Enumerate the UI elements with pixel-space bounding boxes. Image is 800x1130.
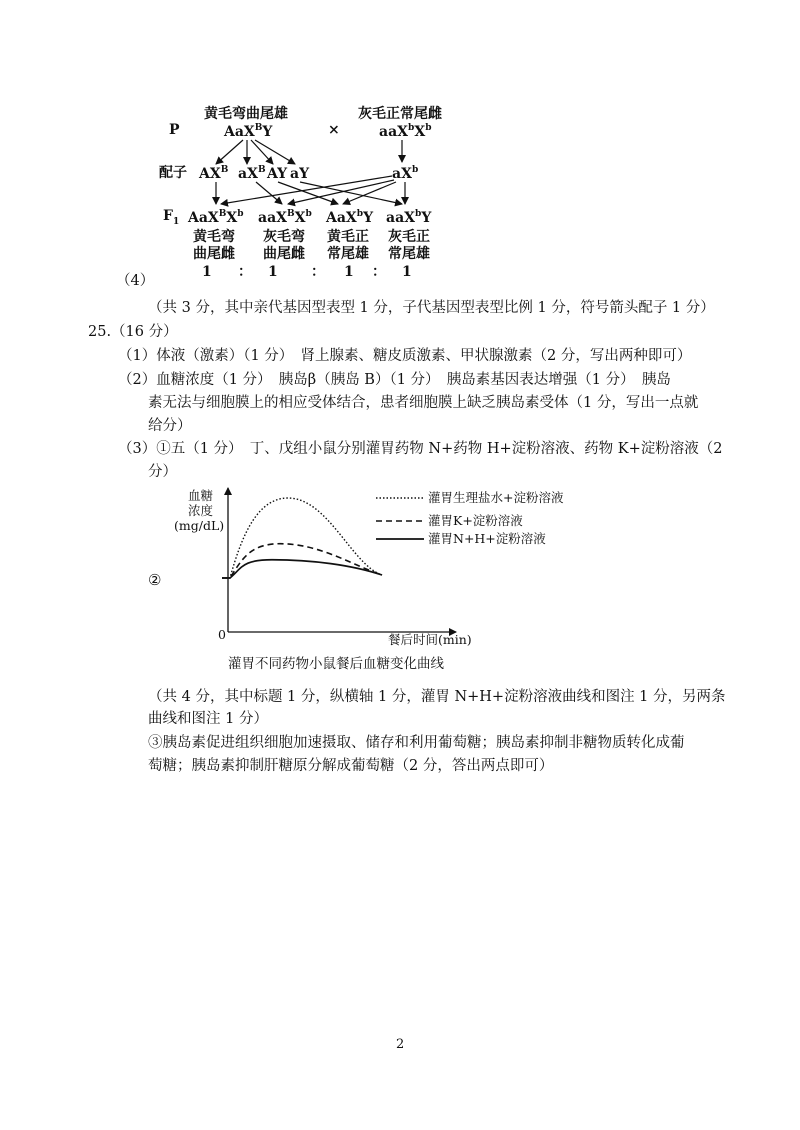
offspring-4 — [386, 209, 432, 280]
offspring-genotype: $AaX^BX^b$ — [188, 209, 244, 226]
male-gamete-1: $AX^B$ — [199, 165, 229, 182]
question-25-part-2-line2: 素无法与细胞膜上的相应受体结合，患者细胞膜上缺乏胰岛素受体（1 分，写出一点就 — [148, 395, 699, 411]
offspring-genotype: aaX$^b$Y — [386, 209, 432, 226]
offspring-phenotype-line2: 常尾雄 — [388, 246, 430, 262]
chart-title: 灌胃不同药物小鼠餐后血糖变化曲线 — [228, 656, 444, 672]
blood-glucose-chart — [160, 482, 564, 672]
question-25-part-2-line3: 给分） — [148, 418, 192, 434]
parent-label: P — [169, 122, 180, 138]
male-gamete-3: AY — [267, 166, 288, 182]
x-axis-label: 餐后时间(min) — [388, 632, 472, 647]
y-axis-label-line2: 浓度 — [188, 503, 214, 518]
question-25-part-3c-line1: ③胰岛素促进组织细胞加速摄取、储存和利用葡萄糖；胰岛素抑制非糖物质转化成葡 — [148, 735, 685, 751]
question-25-part-3-line1: （3）①五（1 分） 丁、戊组小鼠分别灌胃药物 N+药物 H+淀粉溶液、药物 K+淀粉溶液（2 — [118, 441, 723, 457]
ratio-separator: ： — [238, 264, 252, 280]
offspring-phenotype-line2: 常尾雄 — [327, 246, 369, 262]
offspring-phenotype-line1: 灰毛弯 — [263, 229, 305, 245]
offspring-phenotype-line1: 黄毛正 — [327, 229, 369, 245]
legend-label-drug-n-h: 灌胃N+H+淀粉溶液 — [428, 531, 546, 546]
offspring-phenotype-line2: 曲尾雌 — [193, 246, 235, 262]
offspring-ratio: 1 — [402, 264, 412, 280]
offspring-genotype: $aaX^BX^b$ — [258, 209, 312, 226]
ratio-separator: ： — [372, 264, 386, 280]
series-line-drug-n-h — [222, 560, 382, 578]
female-parent-phenotype: 灰毛正常尾雌 — [358, 106, 442, 122]
question-25-part-1: （1）体液（激素）（1 分） 肾上腺素、糖皮质激素、甲状腺激素（2 分，写出两种即可） — [118, 348, 692, 364]
y-axis-label-line3: (mg/dL) — [174, 518, 225, 533]
question-4-label: （4） — [116, 273, 155, 289]
circled-number-2: ② — [148, 571, 162, 589]
offspring-ratio: 1 — [268, 264, 278, 280]
legend-label-drug-k: 灌胃K+淀粉溶液 — [428, 513, 523, 528]
offspring-1 — [187, 209, 244, 280]
offspring-phenotype-line1: 灰毛正 — [388, 229, 430, 245]
offspring-phenotype-line2: 曲尾雌 — [263, 246, 305, 262]
female-gamete: $aX^b$ — [392, 165, 419, 182]
offspring-phenotype-line1: 黄毛弯 — [193, 229, 235, 245]
female-parent-genotype: $aaX^bX^b$ — [379, 123, 432, 140]
ratio-separator: ： — [311, 264, 325, 280]
y-axis-label-line1: 血糖 — [188, 488, 214, 503]
page-number: 2 — [396, 1037, 405, 1052]
offspring-ratio: 1 — [344, 264, 354, 280]
origin-label: 0 — [218, 627, 226, 642]
chart-scoring-note-line1: （共 4 分，其中标题 1 分，纵横轴 1 分，灌胃 N+H+淀粉溶液曲线和图注 1 分，另两条 — [148, 689, 726, 705]
offspring-genotype: AaX$^b$Y — [326, 209, 374, 226]
male-gamete-4: aY — [290, 166, 310, 182]
f1-label: $F_1$ — [163, 208, 180, 227]
question-25-part-3-line2: 分） — [148, 464, 177, 480]
offspring-2 — [258, 209, 312, 280]
chart-legend — [376, 490, 564, 546]
question-25-part-3c-line2: 萄糖；胰岛素抑制肝糖原分解成葡萄糖（2 分，答出两点即可） — [148, 758, 554, 774]
genetic-cross-diagram — [0, 0, 800, 290]
parent-to-gamete-arrows — [216, 140, 402, 164]
gamete-label: 配子 — [159, 165, 187, 181]
offspring-3 — [325, 209, 374, 280]
chart-scoring-note-line2: 曲线和图注 1 分） — [148, 711, 268, 727]
male-parent-phenotype: 黄毛弯曲尾雄 — [204, 106, 288, 122]
offspring-ratio: 1 — [202, 264, 212, 280]
male-parent-genotype: AaX$^B$Y — [224, 123, 273, 140]
question-25-part-2-line1: （2）血糖浓度（1 分） 胰岛β（胰岛 B）（1 分） 胰岛素基因表达增强（1 分） 胰岛 — [118, 372, 671, 388]
cross-symbol: × — [328, 122, 340, 138]
question-25-title: 25.（16 分） — [88, 324, 178, 340]
legend-label-saline: 灌胃生理盐水+淀粉溶液 — [428, 490, 564, 505]
male-gamete-2: $aX^B$ — [238, 165, 266, 182]
question-4-scoring-note: （共 3 分，其中亲代基因型表型 1 分，子代基因型表型比例 1 分，符号箭头配子 1 分） — [148, 300, 715, 316]
